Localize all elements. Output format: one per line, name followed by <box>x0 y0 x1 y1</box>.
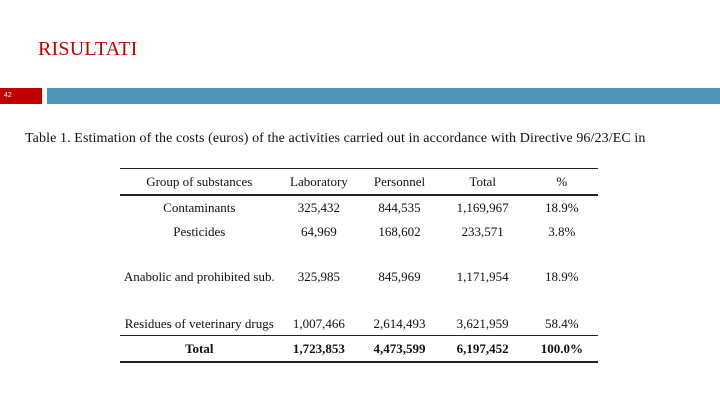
table-row <box>120 288 598 336</box>
cell-laboratory: 1,007,466 <box>292 316 345 331</box>
col-header-personnel: Personnel <box>359 169 439 196</box>
cell-total-personnel: 4,473,599 <box>359 336 439 363</box>
costs-table <box>120 168 598 363</box>
cell-percent: 58.4% <box>545 316 579 331</box>
table-header-row <box>120 169 598 196</box>
table-caption: Table 1. Estimation of the costs (euros) of the activities carried out in accordance with Directive 96/23/EC in <box>25 131 646 146</box>
cell-total: 3,621,959 <box>456 316 509 331</box>
cell-percent: 18.9% <box>545 269 579 284</box>
table-row <box>120 195 598 220</box>
cell-group: Residues of veterinary drugs <box>124 316 274 331</box>
cell-personnel: 168,602 <box>378 224 421 239</box>
col-header-total: Total <box>440 169 526 196</box>
cell-total: 1,169,967 <box>456 200 509 215</box>
cell-laboratory: 325,985 <box>297 269 341 284</box>
cell-total: 233,571 <box>461 224 504 239</box>
col-header-percent: % <box>526 169 598 196</box>
cell-total-laboratory: 1,723,853 <box>279 336 360 363</box>
table-row <box>120 244 598 288</box>
cell-group: Anabolic and prohibited sub. <box>123 269 275 284</box>
cell-total-total: 6,197,452 <box>440 336 526 363</box>
col-header-group: Group of substances <box>120 169 279 196</box>
cell-total: 1,171,954 <box>456 269 509 284</box>
cell-personnel: 844,535 <box>378 200 421 215</box>
cell-group: Contaminants <box>163 200 236 215</box>
cell-personnel: 845,969 <box>378 269 421 284</box>
cell-total-label: Total <box>120 336 279 363</box>
cell-laboratory: 325,432 <box>297 200 341 215</box>
cell-laboratory: 64,969 <box>301 224 337 239</box>
slide-title: RISULTATI <box>38 38 138 60</box>
cell-total-percent: 100.0% <box>526 336 598 363</box>
table-total-row <box>120 336 598 363</box>
cell-personnel: 2,614,493 <box>373 316 426 331</box>
cell-percent: 18.9% <box>545 200 579 215</box>
title-underline-bar <box>47 88 720 104</box>
table-row <box>120 220 598 244</box>
col-header-laboratory: Laboratory <box>279 169 360 196</box>
cell-percent: 3.8% <box>548 224 576 239</box>
cell-group: Pesticides <box>173 224 226 239</box>
page-number-badge: 42 <box>0 88 42 104</box>
